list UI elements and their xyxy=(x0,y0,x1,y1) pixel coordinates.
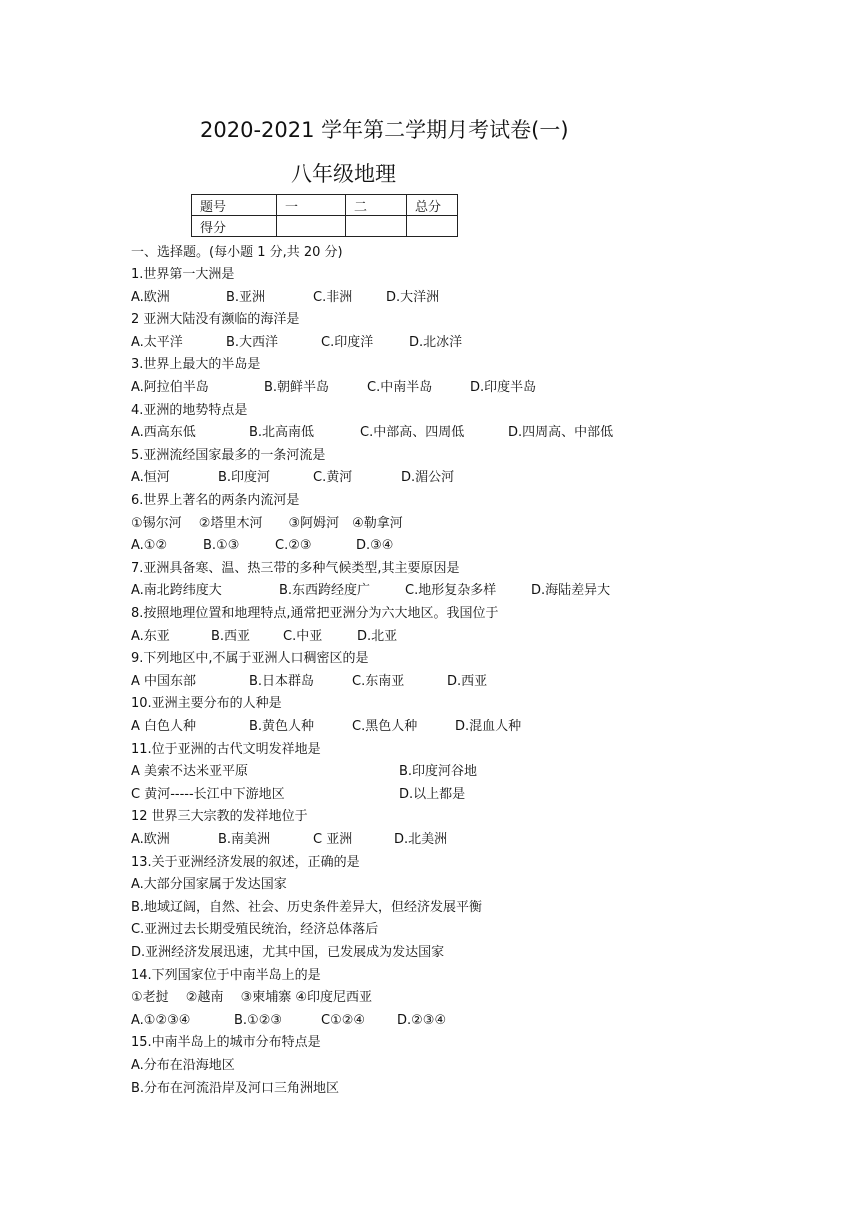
answer-option: C.黄河 xyxy=(313,470,353,486)
question-line: 2 亚洲大陆没有濒临的海洋是 xyxy=(131,312,300,328)
question-line: 5.亚洲流经国家最多的一条河流是 xyxy=(131,447,326,463)
question-line: 8.按照地理位置和地理特点,通常把亚洲分为六大地区。我国位于 xyxy=(131,606,499,621)
question-line: 4.亚洲的地势特点是 xyxy=(131,402,248,418)
score-table-cell: 总分 xyxy=(407,195,458,216)
answer-option: C.非洲 xyxy=(313,289,353,305)
options-row xyxy=(131,537,671,555)
question-line: 11.位于亚洲的古代文明发祥地是 xyxy=(131,741,321,757)
answer-option: C.印度洋 xyxy=(321,334,374,350)
options-row xyxy=(131,628,671,646)
answer-option: C 黄河-----长江中下游地区 xyxy=(131,786,285,802)
score-table xyxy=(191,194,458,237)
question-line: A.大部分国家属于发达国家 xyxy=(131,877,287,893)
question-line: 7.亚洲具备寒、温、热三带的多种气候类型,其主要原因是 xyxy=(131,560,460,576)
question-line: 9.下列地区中,不属于亚洲人口稠密区的是 xyxy=(131,651,369,667)
score-blank-cell xyxy=(346,216,407,237)
score-table-score-row xyxy=(192,216,458,237)
answer-option: D.③④ xyxy=(356,538,394,554)
answer-option: B.印度河 xyxy=(218,470,271,486)
question-line: 13.关于亚洲经济发展的叙述，正确的是 xyxy=(131,854,360,870)
question-line: 6.世界上著名的两条内流河是 xyxy=(131,493,300,508)
answer-option: B.印度河谷地 xyxy=(399,764,478,780)
answer-option: A.恒河 xyxy=(131,470,170,486)
question-line: A.分布在沿海地区 xyxy=(131,1058,235,1073)
question-line: C.亚洲过去长期受殖民统治，经济总体落后 xyxy=(131,922,379,938)
answer-option: A 白色人种 xyxy=(131,719,197,734)
answer-option: A 中国东部 xyxy=(131,673,197,689)
answer-option: C①②④ xyxy=(321,1012,366,1028)
answer-option: B.大西洋 xyxy=(226,334,279,350)
options-row xyxy=(131,289,671,307)
answer-option: D.②③④ xyxy=(397,1012,447,1028)
score-table-header-row xyxy=(192,195,458,216)
answer-option: B.东西跨经度广 xyxy=(279,583,371,599)
answer-option: A.①② xyxy=(131,538,168,554)
options-row xyxy=(131,379,671,397)
section-heading: 一、选择题。(每小题 1 分,共 20 分) xyxy=(131,245,343,260)
answer-option: C.②③ xyxy=(275,538,312,554)
options-row xyxy=(131,673,671,691)
score-table-cell: 题号 xyxy=(192,195,277,216)
options-row xyxy=(131,763,671,781)
answer-option: A.东亚 xyxy=(131,628,170,644)
answer-option: C.黑色人种 xyxy=(352,719,418,734)
exam-title: 2020-2021 学年第二学期月考试卷(一) xyxy=(200,118,569,142)
answer-option: B.日本群岛 xyxy=(249,673,315,689)
answer-option: A.欧洲 xyxy=(131,289,170,305)
answer-option: C.中亚 xyxy=(283,628,323,644)
answer-option: B.亚洲 xyxy=(226,289,266,305)
answer-option: C.东南亚 xyxy=(352,673,405,689)
answer-option: D.湄公河 xyxy=(401,470,455,486)
answer-option: D.北美洲 xyxy=(394,832,448,847)
score-table-cell: 一 xyxy=(277,195,346,216)
answer-option: D.北亚 xyxy=(357,628,398,644)
answer-option: A.阿拉伯半岛 xyxy=(131,380,209,395)
answer-option: B.北高南低 xyxy=(249,425,315,441)
options-row xyxy=(131,1012,671,1030)
question-line: 1.世界第一大洲是 xyxy=(131,267,235,282)
score-blank-cell xyxy=(277,216,346,237)
question-line: D.亚洲经济发展迅速，尤其中国，已发展成为发达国家 xyxy=(131,945,445,960)
answer-option: A.太平洋 xyxy=(131,334,183,350)
answer-option: A.欧洲 xyxy=(131,832,170,847)
answer-option: A.南北跨纬度大 xyxy=(131,583,222,599)
answer-option: C.地形复杂多样 xyxy=(405,583,497,599)
answer-option: D.四周高、中部低 xyxy=(508,425,614,441)
exam-subtitle: 八年级地理 xyxy=(291,162,396,186)
options-row xyxy=(131,424,671,442)
score-table-cell: 得分 xyxy=(192,216,277,237)
answer-option: C.中南半岛 xyxy=(367,380,433,395)
answer-option: B.南美洲 xyxy=(218,832,271,847)
options-row xyxy=(131,334,671,352)
question-line: 12 世界三大宗教的发祥地位于 xyxy=(131,809,308,825)
answer-option: D.以上都是 xyxy=(399,786,466,802)
question-line: ①老挝 ②越南 ③柬埔寨 ④印度尼西亚 xyxy=(131,990,373,1006)
answer-option: A.①②③④ xyxy=(131,1012,191,1028)
answer-option: C 亚洲 xyxy=(313,832,353,847)
score-blank-cell xyxy=(407,216,458,237)
question-line: ①锡尔河 ②塔里木河 ③阿姆河 ④勒拿河 xyxy=(131,515,403,531)
options-row xyxy=(131,786,671,804)
question-line: 15.中南半岛上的城市分布特点是 xyxy=(131,1035,321,1051)
answer-option: B.西亚 xyxy=(211,628,251,644)
answer-option: D.海陆差异大 xyxy=(531,583,611,599)
answer-option: D.印度半岛 xyxy=(470,380,537,395)
answer-option: B.朝鲜半岛 xyxy=(264,380,330,395)
options-row xyxy=(131,831,671,849)
options-row xyxy=(131,582,671,600)
answer-option: B.黄色人种 xyxy=(249,719,315,734)
answer-option: D.北冰洋 xyxy=(409,334,463,350)
question-line: 3.世界上最大的半岛是 xyxy=(131,357,261,373)
answer-option: A.西高东低 xyxy=(131,425,196,441)
options-row xyxy=(131,469,671,487)
question-line: 14.下列国家位于中南半岛上的是 xyxy=(131,967,321,983)
answer-option: D.西亚 xyxy=(447,673,488,689)
answer-option: A 美索不达米亚平原 xyxy=(131,764,249,780)
answer-option: C.中部高、四周低 xyxy=(360,425,465,441)
question-line: B.分布在河流沿岸及河口三角洲地区 xyxy=(131,1080,340,1096)
question-line: 10.亚洲主要分布的人种是 xyxy=(131,696,282,712)
score-table-cell: 二 xyxy=(346,195,407,216)
options-row xyxy=(131,718,671,736)
answer-option: D.混血人种 xyxy=(455,719,522,734)
question-line: B.地域辽阔，自然、社会、历史条件差异大，但经济发展平衡 xyxy=(131,899,483,915)
answer-option: B.①②③ xyxy=(234,1012,283,1028)
answer-option: B.①③ xyxy=(203,538,240,554)
answer-option: D.大洋洲 xyxy=(386,289,440,305)
